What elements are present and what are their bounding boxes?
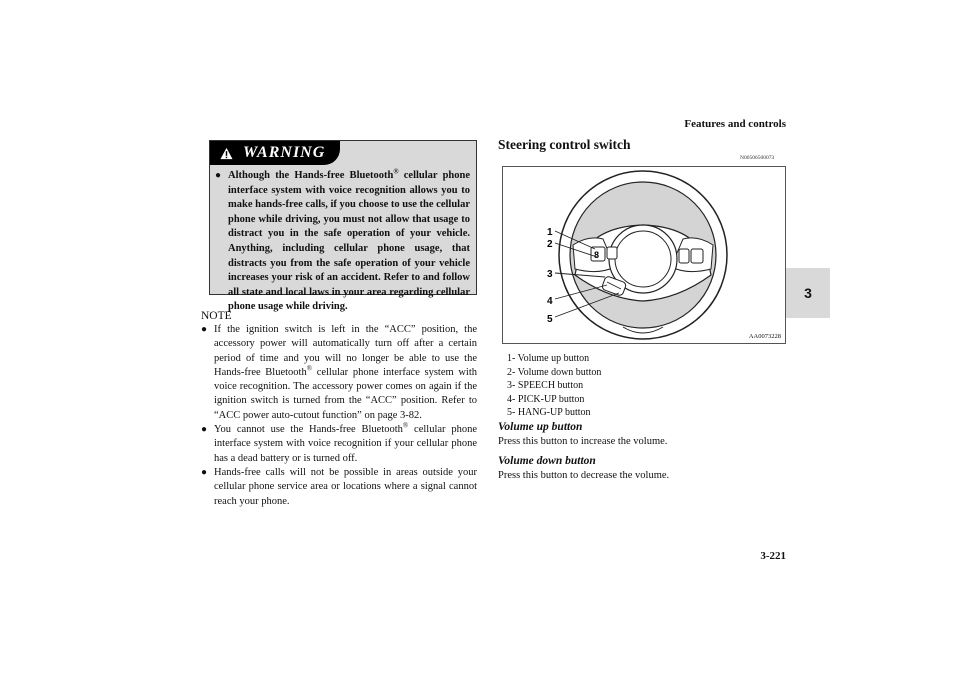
section-title: Steering control switch	[498, 137, 631, 152]
note-bullet: ●	[201, 424, 208, 436]
warning-triangle-icon	[220, 147, 233, 160]
warning-body: Although the Hands-free Bluetooth® cellular phone interface system with voice recognition allows you to make hands-free calls, if you choose to use the cellular phone while driving, you must not allow that usage to distract you in the safe operation of your vehicle. Anything, including cellular phone usage, that distracts you from the safe operation of your vehicle increases your risk of an accident. Refer to and follow all state and local laws in your area regarding cellular phone usage while driving.	[228, 167, 471, 313]
section-code: N00506500073	[740, 155, 775, 161]
note-item	[201, 323, 477, 423]
note-item-text: If the ignition switch is left in the “ACC” position, the accessory power will automatically turn off after a certain period of time and you will no longer be able to use the Hands-free Bluetooth® cellular phone interface system with voice recognition. The accessory power comes on again if the ignition switch is turned from the “ACC” position. Refer to “ACC power auto-cutout function” on page 3-82.	[214, 324, 477, 421]
legend-item: 4- PICK-UP button	[507, 393, 585, 405]
note-title: NOTE	[201, 310, 232, 322]
legend-item: 3- SPEECH button	[507, 380, 584, 392]
warning-text	[215, 169, 470, 315]
chapter-tab: 3	[786, 268, 830, 318]
callout-3: 3	[547, 269, 553, 280]
note-list	[201, 323, 477, 509]
callout-1: 1	[547, 227, 553, 238]
note-item	[201, 466, 477, 509]
legend-list	[507, 352, 601, 420]
warning-bullet: ●	[215, 170, 222, 181]
warning-label: WARNING	[243, 144, 326, 161]
callout-5: 5	[547, 314, 553, 325]
header-title: Features and controls	[684, 118, 786, 130]
note-bullet: ●	[201, 466, 208, 478]
legend-item: 5- HANG-UP button	[507, 407, 591, 419]
warning-box	[209, 140, 477, 313]
page-number: 3-221	[760, 550, 786, 562]
warning-header	[210, 141, 340, 165]
legend-item: 2- Volume down button	[507, 366, 602, 378]
volume-down-heading: Volume down button	[498, 455, 596, 467]
note-item	[201, 423, 477, 466]
steering-wheel-figure	[502, 166, 786, 344]
volume-up-text: Press this button to increase the volume.	[498, 436, 668, 447]
note-bullet: ●	[201, 324, 208, 335]
note-item-text: Hands-free calls will not be possible in areas outside your cellular phone service area or locations where a signal cannot reach your phone.	[214, 466, 477, 507]
callout-2: 2	[547, 239, 553, 250]
callout-4: 4	[547, 296, 553, 307]
legend-item: 1- Volume up button	[507, 353, 590, 364]
figure-code: AA0073228	[748, 333, 781, 340]
steering-wheel-illustration	[503, 167, 785, 343]
svg-text:8: 8	[594, 250, 600, 260]
note-item-text: You cannot use the Hands-free Bluetooth® cellular phone interface system with voice recognition if your cellular phone has a dead battery or is turned off.	[214, 421, 477, 464]
volume-up-heading: Volume up button	[498, 421, 583, 433]
volume-down-text: Press this button to decrease the volume.	[498, 470, 670, 481]
